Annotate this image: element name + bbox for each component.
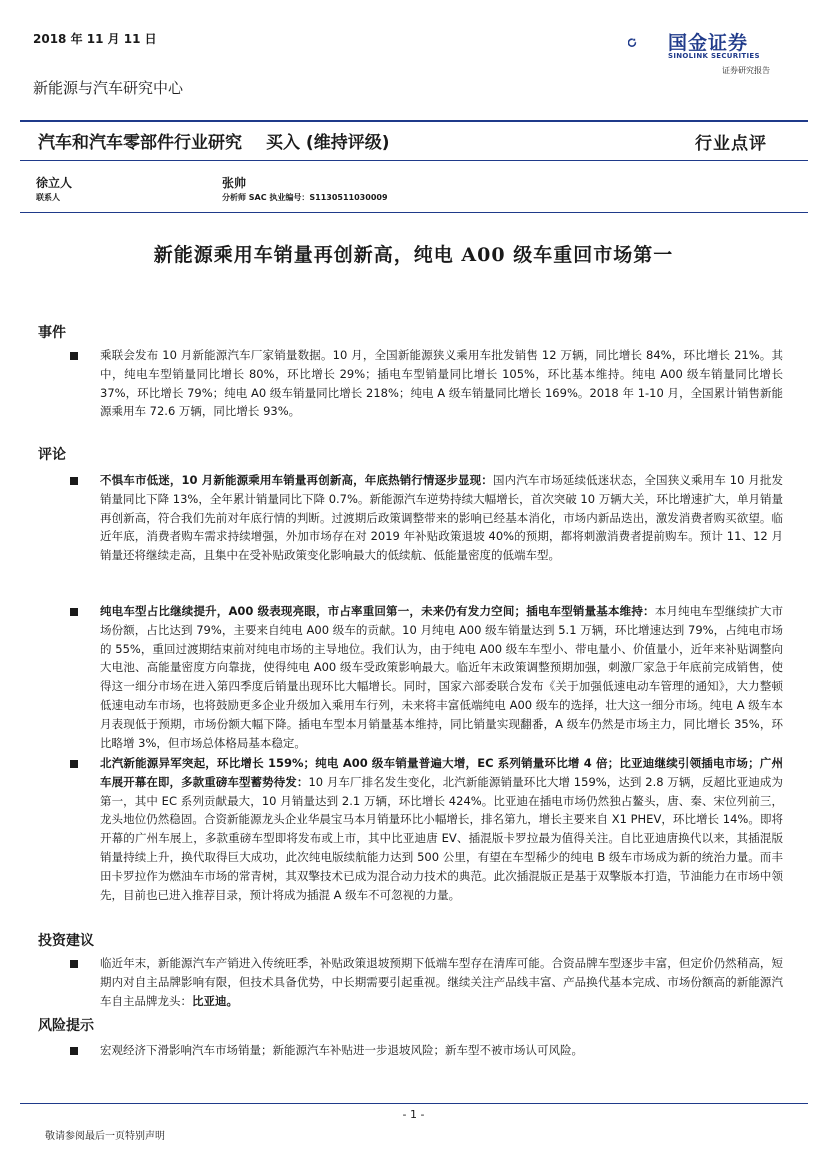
logo-company-name: 国金证券: [668, 32, 749, 54]
bullet-icon: [70, 960, 78, 968]
author-role: 分析师 SAC 执业编号：S1130511030009: [222, 193, 388, 202]
section-heading-risk: 风险提示: [38, 1018, 94, 1034]
footer-rule: [20, 1103, 808, 1104]
event-item: [100, 346, 783, 421]
bullet-icon: [70, 760, 78, 768]
item-text: 本月纯电车型继续扩大市场份额，占比达到 79%，主要来自纯电 A00 级车的贡献。10 月纯电 A00 级车销量达到 5.1 万辆，环比增速达到 79%，占纯电市场的 55%，重回过渡期结束前对纯电市场的主导地位。我们认为，由于纯电 A00 级车车型小、带电量小、价值量小，近年来补贴调整向大电池、高能量密度方向靠拢，使得纯电 A00 级车受政策影响最大。临近年末政策调整预期加强，刺激厂家急于年底前完成销售，使得这一细分市场在进入第四季度后销量出现环比大幅增长。同时，国家六部委联合发布《关于加强低速电动车管理的通知》，大力整顿低速电动车市场，也将鼓励更多企业升级加入乘用车行列，未来将丰富低端纯电 A00 级车的选择，壮大这一细分市场。纯电 A 级车本月表现低于预期，市场份额大幅下降。插电车型本月销量基本维持，同比销量实现翻番，A 级车仍然是市场主力，同比增长 35%，环比略增 3%，但市场总体格局基本稳定。: [100, 604, 784, 750]
bullet-icon: [70, 1047, 78, 1055]
item-lead: 不惧车市低迷，10 月新能源乘用车销量再创新高，年底热销行情逐步显现：: [100, 473, 493, 487]
item-lead: 纯电车型占比继续提升，A00 级表现亮眼，市占率重回第一，未来仍有发力空间；插电车型销量基本维持：: [100, 604, 655, 618]
report-headline: [38, 128, 389, 153]
author-role: 联系人: [36, 193, 60, 202]
item-highlight: 比亚迪。: [192, 993, 238, 1008]
sinolink-logo-icon: [628, 22, 664, 66]
logo-english-name: SINOLINK SECURITIES: [668, 52, 760, 60]
bullet-icon: [70, 477, 78, 485]
risk-item: [100, 1041, 783, 1060]
advice-item: [100, 954, 783, 1010]
report-type: 行业点评: [695, 134, 767, 154]
author-name: 张帅: [222, 176, 247, 190]
industry-name: 汽车和汽车零部件行业研究: [38, 133, 242, 153]
bullet-icon: [70, 608, 78, 616]
comment-item: [100, 602, 783, 752]
item-text: 宏观经济下滑影响汽车市场销量；新能源汽车补贴进一步退坡风险；新车型不被市场认可风险。: [100, 1043, 583, 1057]
authors-rule: [20, 212, 808, 213]
report-title: 新能源乘用车销量再创新高，纯电 A00 级车重回市场第一: [153, 244, 674, 266]
page-number: - 1 -: [402, 1108, 425, 1121]
item-text: 乘联会发布 10 月新能源汽车厂家销量数据。10 月，全国新能源狭义乘用车批发销售 12 万辆，同比增长 84%，环比增长 21%。其中，纯电车型销量同比增长 80%，环比增长 29%；插电车型销量同比增长 105%，环比基本维持。纯电 A00 级车销量同比增长 37%，环比增长 79%；纯电 A0 级车销量同比增长 218%；纯电 A 级车销量同比增长 169%。2018 年 1-10 月，全国累计销售新能源乘用车 72.6 万辆，同比增长 93%。: [100, 348, 783, 419]
item-text: 国内汽车市场延续低迷状态，全国狭义乘用车 10 月批发销量同比下降 13%，全年累计销量同比下降 0.7%。新能源汽车逆势持续大幅增长，首次突破 10 万辆大关，环比增速扩大，单月销量再创新高，符合我们先前对年底行情的判断。过渡期后政策调整带来的影响已经基本消化，市场内新品迭出，激发消费者购买欲望。临近年底，消费者购车需求持续增强，外加市场存在对 2019 年补贴政策退坡 40%的预期，都将刺激消费者提前购车。预计 11、12 月销量还将继续走高，且集中在受补贴政策变化影响最大的低续航、低能量密度的低端车型。: [100, 473, 783, 563]
section-heading-event: 事件: [38, 325, 66, 341]
research-center-name: 新能源与汽车研究中心: [33, 79, 184, 97]
headline-rule: [20, 160, 808, 161]
header-rule: [20, 120, 808, 122]
item-lead: 北汽新能源异军突起，环比增长 159%；纯电 A00 级车销量普遍大增，EC 系列销量环比增 4 倍；比亚迪继续引领插电市场；广州车展开幕在即，多款重磅车型蓄势待发：: [100, 756, 783, 789]
report-date: 2018 年 11 月 11 日: [33, 32, 157, 46]
section-heading-advice: 投资建议: [38, 933, 94, 949]
rating: 买入 (维持评级): [266, 133, 390, 153]
comment-item: [100, 471, 783, 565]
footer-disclaimer: 敬请参阅最后一页特别声明: [45, 1131, 165, 1142]
item-text: 10 月车厂排名发生变化，北汽新能源销量环比大增 159%，达到 2.8 万辆，反超比亚迪成为第一，其中 EC 系列贡献最大，10 月销量达到 2.1 万辆，环比增长 424%。比亚迪在插电市场仍然独占鳌头，唐、秦、宋位列前三，龙头地位仍然稳固。合资新能源龙头企业华晨宝马本月销量环比小幅增长，排名第九，增长主要来自 X1 PHEV，环比增长 14%。即将开幕的广州车展上，多款重磅车型即将发布或上市，其中比亚迪唐 EV、插混版卡罗拉最为值得关注。自比亚迪唐换代以来，其插混版销量持续上升，换代取得巨大成功，此次纯电版续航能力达到 500 公里，有望在车型稀少的纯电 B 级车市场成为新的统治力量。而丰田卡罗拉作为燃油车市场的常青树，其双擎技术已成为混合动力技术的典范。此次插混版正是基于双擎版本打造，节油能力在市场中领先，目前也已进入推荐目录，预计将成为插混 A 级车不可忽视的力量。: [100, 774, 784, 902]
comment-item: [100, 754, 783, 904]
item-text: 临近年末，新能源汽车产销进入传统旺季，补贴政策退坡预期下低端车型存在清库可能。合资品牌车型逐步丰富，但定价仍然稍高，短期内对自主品牌影响有限，但技术具备优势，中长期需要引起重视。继续关注产品线丰富、产品换代基本完成、市场份额高的新能源汽车自主品牌龙头：: [100, 956, 783, 1008]
author-name: 徐立人: [36, 176, 73, 190]
logo-subtitle: 证券研究报告: [722, 66, 770, 75]
bullet-icon: [70, 352, 78, 360]
section-heading-comment: 评论: [38, 447, 66, 463]
